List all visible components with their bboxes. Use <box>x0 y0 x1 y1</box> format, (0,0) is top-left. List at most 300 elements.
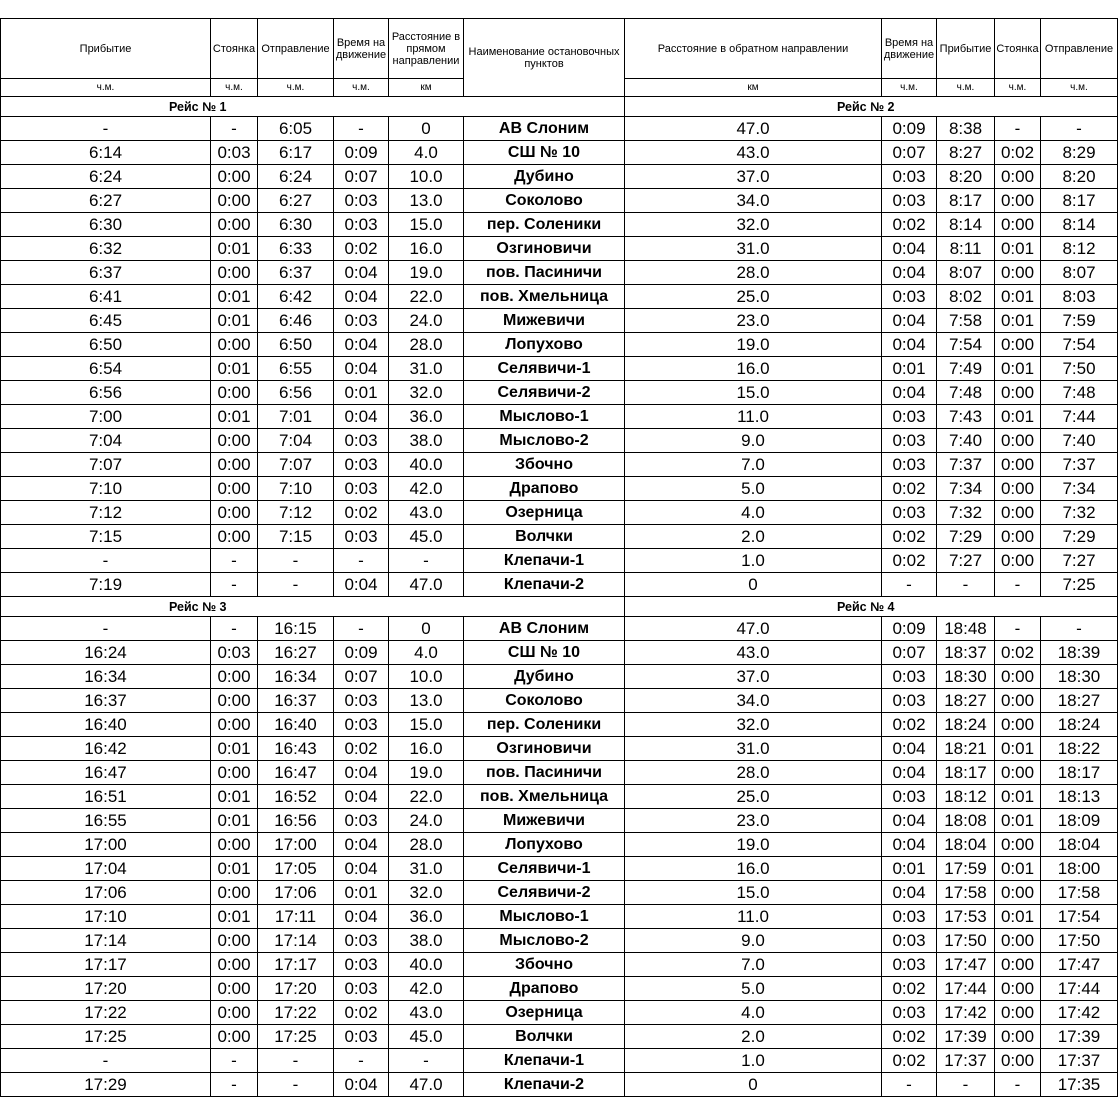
cell-travel-time: 0:03 <box>334 713 389 737</box>
cell-departure: - <box>258 1073 334 1097</box>
cell-distance-back: 19.0 <box>625 833 882 857</box>
header-row <box>1 19 1118 79</box>
cell-distance-forward: 13.0 <box>389 689 464 713</box>
cell-distance-forward: 32.0 <box>389 381 464 405</box>
table-row <box>1 1001 1118 1025</box>
cell-travel-time: 0:03 <box>334 453 389 477</box>
cell-distance-back: 23.0 <box>625 309 882 333</box>
cell-stop-time: 0:01 <box>211 357 258 381</box>
cell-departure: 7:07 <box>258 453 334 477</box>
cell-arrival-back: 18:08 <box>937 809 995 833</box>
col-header-stop-back: Стоянка <box>995 19 1041 79</box>
cell-distance-back: 34.0 <box>625 189 882 213</box>
cell-travel-time: 0:03 <box>334 953 389 977</box>
cell-stop-time-back: 0:00 <box>995 381 1041 405</box>
cell-distance-back: 37.0 <box>625 165 882 189</box>
col-header-distance-forward: Расстояние в прямом направлении <box>389 19 464 79</box>
cell-arrival-back: 17:42 <box>937 1001 995 1025</box>
cell-departure: 6:24 <box>258 165 334 189</box>
cell-distance-forward: 10.0 <box>389 165 464 189</box>
cell-departure-back: 8:20 <box>1041 165 1118 189</box>
cell-travel-time-back: 0:03 <box>882 501 937 525</box>
cell-travel-time: - <box>334 117 389 141</box>
cell-departure-back: 7:54 <box>1041 333 1118 357</box>
cell-travel-time-back: 0:03 <box>882 1001 937 1025</box>
cell-travel-time-back: 0:03 <box>882 905 937 929</box>
cell-stop-name: Озгиновичи <box>464 737 625 761</box>
cell-departure: 6:42 <box>258 285 334 309</box>
cell-distance-back: 25.0 <box>625 785 882 809</box>
cell-distance-back: 32.0 <box>625 713 882 737</box>
table-row <box>1 905 1118 929</box>
cell-stop-time: - <box>211 573 258 597</box>
cell-travel-time: 0:03 <box>334 525 389 549</box>
cell-stop-time: 0:00 <box>211 213 258 237</box>
cell-departure: 6:37 <box>258 261 334 285</box>
cell-arrival-back: 17:59 <box>937 857 995 881</box>
cell-stop-time: - <box>211 1049 258 1073</box>
cell-travel-time-back: 0:04 <box>882 833 937 857</box>
cell-arrival-back: 7:40 <box>937 429 995 453</box>
cell-stop-time-back: 0:00 <box>995 761 1041 785</box>
cell-stop-time: 0:00 <box>211 429 258 453</box>
cell-stop-time: 0:01 <box>211 309 258 333</box>
cell-departure: 16:56 <box>258 809 334 833</box>
cell-stop-name: Мижевичи <box>464 809 625 833</box>
cell-travel-time-back: 0:04 <box>882 881 937 905</box>
cell-arrival: 16:55 <box>1 809 211 833</box>
cell-departure: 17:17 <box>258 953 334 977</box>
cell-travel-time-back: 0:02 <box>882 977 937 1001</box>
cell-travel-time-back: 0:02 <box>882 477 937 501</box>
cell-arrival: 17:10 <box>1 905 211 929</box>
table-row <box>1 833 1118 857</box>
cell-departure-back: 8:14 <box>1041 213 1118 237</box>
cell-departure-back: 18:22 <box>1041 737 1118 761</box>
cell-travel-time: 0:01 <box>334 881 389 905</box>
cell-distance-back: 2.0 <box>625 1025 882 1049</box>
cell-stop-time-back: 0:01 <box>995 357 1041 381</box>
cell-stop-time-back: 0:00 <box>995 525 1041 549</box>
cell-departure-back: 8:07 <box>1041 261 1118 285</box>
cell-departure-back: 17:47 <box>1041 953 1118 977</box>
cell-stop-time: - <box>211 117 258 141</box>
cell-travel-time-back: 0:03 <box>882 189 937 213</box>
cell-arrival: - <box>1 1049 211 1073</box>
cell-departure: 16:47 <box>258 761 334 785</box>
cell-departure: 16:43 <box>258 737 334 761</box>
schedule-table <box>0 18 1118 1097</box>
cell-distance-forward: 19.0 <box>389 761 464 785</box>
cell-stop-time: 0:01 <box>211 857 258 881</box>
cell-travel-time: 0:03 <box>334 429 389 453</box>
cell-arrival-back: 18:04 <box>937 833 995 857</box>
cell-distance-forward: 45.0 <box>389 1025 464 1049</box>
table-row <box>1 477 1118 501</box>
cell-travel-time: 0:07 <box>334 165 389 189</box>
cell-stop-time-back: 0:00 <box>995 189 1041 213</box>
cell-travel-time-back: 0:01 <box>882 357 937 381</box>
cell-travel-time: 0:03 <box>334 189 389 213</box>
cell-stop-name: пер. Соленики <box>464 213 625 237</box>
cell-departure-back: 17:54 <box>1041 905 1118 929</box>
cell-stop-name: Селявичи-2 <box>464 381 625 405</box>
cell-stop-time: 0:00 <box>211 881 258 905</box>
cell-departure-back: - <box>1041 117 1118 141</box>
cell-stop-name: Селявичи-1 <box>464 357 625 381</box>
cell-distance-back: 15.0 <box>625 881 882 905</box>
cell-departure-back: 18:13 <box>1041 785 1118 809</box>
cell-travel-time: - <box>334 617 389 641</box>
cell-stop-time: 0:01 <box>211 237 258 261</box>
cell-travel-time: 0:04 <box>334 357 389 381</box>
cell-distance-back: 31.0 <box>625 237 882 261</box>
cell-arrival: 6:37 <box>1 261 211 285</box>
cell-distance-back: 28.0 <box>625 261 882 285</box>
cell-stop-time-back: 0:01 <box>995 785 1041 809</box>
cell-stop-time-back: 0:01 <box>995 309 1041 333</box>
cell-departure: - <box>258 549 334 573</box>
cell-departure-back: 17:35 <box>1041 1073 1118 1097</box>
cell-arrival: 17:04 <box>1 857 211 881</box>
cell-departure-back: 7:34 <box>1041 477 1118 501</box>
cell-stop-time: 0:00 <box>211 665 258 689</box>
cell-departure: - <box>258 1049 334 1073</box>
cell-distance-forward: 45.0 <box>389 525 464 549</box>
cell-departure: 17:00 <box>258 833 334 857</box>
cell-stop-time: 0:00 <box>211 261 258 285</box>
cell-travel-time-back: 0:07 <box>882 141 937 165</box>
cell-distance-back: 16.0 <box>625 357 882 381</box>
cell-stop-name: Мыслово-2 <box>464 429 625 453</box>
cell-departure: 17:05 <box>258 857 334 881</box>
cell-distance-forward: 24.0 <box>389 809 464 833</box>
cell-arrival: 6:24 <box>1 165 211 189</box>
cell-travel-time: 0:04 <box>334 785 389 809</box>
cell-distance-forward: 0 <box>389 617 464 641</box>
cell-arrival-back: 8:27 <box>937 141 995 165</box>
cell-stop-time: 0:00 <box>211 761 258 785</box>
cell-stop-time: 0:00 <box>211 953 258 977</box>
cell-travel-time: 0:04 <box>334 761 389 785</box>
cell-stop-name: Лопухово <box>464 833 625 857</box>
unit-distance-back: км <box>625 79 882 97</box>
cell-stop-time-back: 0:00 <box>995 833 1041 857</box>
cell-arrival: 16:42 <box>1 737 211 761</box>
trip-title-back: Рейс № 4 <box>625 597 1118 617</box>
col-header-travel-time-back: Время на движение <box>882 19 937 79</box>
cell-arrival-back: 7:54 <box>937 333 995 357</box>
cell-arrival-back: 7:32 <box>937 501 995 525</box>
cell-stop-time: 0:00 <box>211 501 258 525</box>
cell-stop-name: СШ № 10 <box>464 141 625 165</box>
cell-stop-time-back: 0:00 <box>995 453 1041 477</box>
cell-departure: 17:06 <box>258 881 334 905</box>
cell-departure: 6:30 <box>258 213 334 237</box>
col-header-distance-back: Расстояние в обратном направлении <box>625 19 882 79</box>
table-row <box>1 405 1118 429</box>
cell-distance-forward: 40.0 <box>389 953 464 977</box>
cell-stop-time: - <box>211 1073 258 1097</box>
table-row <box>1 809 1118 833</box>
cell-travel-time: 0:01 <box>334 381 389 405</box>
table-row <box>1 617 1118 641</box>
cell-stop-time-back: 0:01 <box>995 857 1041 881</box>
cell-travel-time-back: 0:03 <box>882 429 937 453</box>
cell-departure-back: 8:29 <box>1041 141 1118 165</box>
cell-arrival: 6:32 <box>1 237 211 261</box>
cell-travel-time: - <box>334 1049 389 1073</box>
cell-travel-time-back: 0:03 <box>882 953 937 977</box>
cell-distance-forward: 40.0 <box>389 453 464 477</box>
cell-travel-time-back: 0:04 <box>882 309 937 333</box>
cell-travel-time: 0:03 <box>334 477 389 501</box>
cell-stop-name: Селявичи-1 <box>464 857 625 881</box>
cell-stop-time-back: 0:00 <box>995 953 1041 977</box>
cell-travel-time-back: 0:03 <box>882 453 937 477</box>
cell-distance-back: 43.0 <box>625 641 882 665</box>
cell-arrival-back: 8:11 <box>937 237 995 261</box>
cell-distance-back: 47.0 <box>625 617 882 641</box>
cell-arrival: 16:34 <box>1 665 211 689</box>
cell-distance-back: 0 <box>625 1073 882 1097</box>
cell-stop-name: Клепачи-2 <box>464 573 625 597</box>
cell-departure: 16:37 <box>258 689 334 713</box>
cell-arrival-back: 18:27 <box>937 689 995 713</box>
cell-travel-time-back: 0:04 <box>882 261 937 285</box>
cell-arrival: 6:27 <box>1 189 211 213</box>
cell-distance-back: 5.0 <box>625 477 882 501</box>
cell-distance-back: 7.0 <box>625 953 882 977</box>
cell-travel-time-back: 0:02 <box>882 1049 937 1073</box>
cell-departure: 6:27 <box>258 189 334 213</box>
table-row <box>1 1049 1118 1073</box>
cell-travel-time: 0:04 <box>334 905 389 929</box>
cell-departure-back: 18:39 <box>1041 641 1118 665</box>
unit-stop-back: ч.м. <box>995 79 1041 97</box>
cell-arrival: 7:04 <box>1 429 211 453</box>
cell-travel-time-back: 0:04 <box>882 237 937 261</box>
cell-arrival: 16:40 <box>1 713 211 737</box>
cell-arrival: 17:25 <box>1 1025 211 1049</box>
cell-travel-time: 0:03 <box>334 929 389 953</box>
cell-departure-back: 8:03 <box>1041 285 1118 309</box>
cell-travel-time: 0:03 <box>334 309 389 333</box>
cell-distance-back: 16.0 <box>625 857 882 881</box>
cell-departure: 6:55 <box>258 357 334 381</box>
table-row <box>1 1073 1118 1097</box>
cell-distance-back: 5.0 <box>625 977 882 1001</box>
cell-stop-name: АВ Слоним <box>464 117 625 141</box>
cell-stop-name: пов. Пасиничи <box>464 761 625 785</box>
cell-departure-back: 18:09 <box>1041 809 1118 833</box>
cell-travel-time: 0:03 <box>334 1025 389 1049</box>
cell-stop-time: 0:00 <box>211 525 258 549</box>
cell-stop-time: 0:01 <box>211 285 258 309</box>
cell-arrival: 17:00 <box>1 833 211 857</box>
table-row <box>1 641 1118 665</box>
table-row <box>1 357 1118 381</box>
cell-travel-time: 0:03 <box>334 689 389 713</box>
cell-travel-time: 0:09 <box>334 641 389 665</box>
cell-travel-time-back: 0:03 <box>882 785 937 809</box>
cell-stop-name: Клепачи-1 <box>464 549 625 573</box>
cell-arrival: 6:50 <box>1 333 211 357</box>
cell-stop-time-back: 0:00 <box>995 1001 1041 1025</box>
cell-travel-time: 0:03 <box>334 977 389 1001</box>
cell-stop-time: 0:01 <box>211 737 258 761</box>
cell-arrival-back: 7:49 <box>937 357 995 381</box>
cell-stop-time: 0:01 <box>211 785 258 809</box>
cell-departure-back: 7:29 <box>1041 525 1118 549</box>
unit-arrival: ч.м. <box>1 79 211 97</box>
cell-arrival-back: 8:07 <box>937 261 995 285</box>
cell-arrival: 16:51 <box>1 785 211 809</box>
cell-stop-time: 0:01 <box>211 809 258 833</box>
cell-stop-time-back: 0:01 <box>995 905 1041 929</box>
cell-stop-time-back: 0:00 <box>995 501 1041 525</box>
cell-arrival-back: 17:37 <box>937 1049 995 1073</box>
cell-arrival: - <box>1 117 211 141</box>
cell-travel-time: 0:02 <box>334 737 389 761</box>
cell-departure: 6:17 <box>258 141 334 165</box>
cell-arrival-back: 17:47 <box>937 953 995 977</box>
cell-distance-forward: 22.0 <box>389 285 464 309</box>
trip-title-forward: Рейс № 3 <box>1 597 625 617</box>
cell-departure: 17:11 <box>258 905 334 929</box>
cell-distance-forward: 47.0 <box>389 1073 464 1097</box>
cell-departure-back: 7:40 <box>1041 429 1118 453</box>
cell-stop-time: 0:00 <box>211 713 258 737</box>
cell-departure: 17:20 <box>258 977 334 1001</box>
cell-arrival-back: 18:21 <box>937 737 995 761</box>
cell-arrival-back: 18:37 <box>937 641 995 665</box>
cell-travel-time: 0:03 <box>334 809 389 833</box>
cell-arrival: 6:41 <box>1 285 211 309</box>
cell-stop-name: Мижевичи <box>464 309 625 333</box>
cell-departure: 17:25 <box>258 1025 334 1049</box>
table-row <box>1 737 1118 761</box>
table-row <box>1 333 1118 357</box>
cell-arrival-back: 8:02 <box>937 285 995 309</box>
cell-travel-time-back: 0:03 <box>882 165 937 189</box>
cell-stop-time-back: 0:00 <box>995 929 1041 953</box>
cell-distance-forward: 0 <box>389 117 464 141</box>
cell-stop-time-back: 0:00 <box>995 165 1041 189</box>
cell-arrival: 6:54 <box>1 357 211 381</box>
trip-title-forward: Рейс № 1 <box>1 97 625 117</box>
cell-distance-forward: 42.0 <box>389 477 464 501</box>
col-header-stop: Стоянка <box>211 19 258 79</box>
cell-arrival-back: 8:38 <box>937 117 995 141</box>
cell-stop-name: Волчки <box>464 525 625 549</box>
table-row <box>1 573 1118 597</box>
cell-distance-back: 9.0 <box>625 429 882 453</box>
cell-travel-time: 0:02 <box>334 1001 389 1025</box>
cell-arrival-back: 7:29 <box>937 525 995 549</box>
cell-departure-back: 17:42 <box>1041 1001 1118 1025</box>
cell-arrival-back: - <box>937 573 995 597</box>
cell-arrival: 17:20 <box>1 977 211 1001</box>
cell-arrival: 6:56 <box>1 381 211 405</box>
cell-arrival-back: 7:27 <box>937 549 995 573</box>
cell-arrival: 7:19 <box>1 573 211 597</box>
cell-departure: 7:10 <box>258 477 334 501</box>
cell-stop-time-back: 0:00 <box>995 881 1041 905</box>
cell-departure: 17:22 <box>258 1001 334 1025</box>
cell-arrival: 7:00 <box>1 405 211 429</box>
cell-travel-time: 0:04 <box>334 261 389 285</box>
cell-arrival-back: 18:12 <box>937 785 995 809</box>
cell-travel-time: 0:04 <box>334 333 389 357</box>
cell-departure: 6:56 <box>258 381 334 405</box>
cell-arrival: 17:06 <box>1 881 211 905</box>
cell-distance-forward: 43.0 <box>389 501 464 525</box>
cell-arrival: 7:12 <box>1 501 211 525</box>
cell-distance-back: 4.0 <box>625 501 882 525</box>
cell-stop-time-back: - <box>995 1073 1041 1097</box>
cell-stop-time-back: 0:00 <box>995 1025 1041 1049</box>
cell-departure: 7:12 <box>258 501 334 525</box>
cell-distance-forward: 36.0 <box>389 905 464 929</box>
cell-distance-back: 2.0 <box>625 525 882 549</box>
cell-distance-forward: 31.0 <box>389 357 464 381</box>
cell-stop-name: пов. Хмельница <box>464 785 625 809</box>
cell-arrival-back: 17:50 <box>937 929 995 953</box>
cell-arrival-back: - <box>937 1073 995 1097</box>
cell-stop-name: Соколово <box>464 189 625 213</box>
cell-stop-name: Дубино <box>464 665 625 689</box>
table-row <box>1 117 1118 141</box>
cell-distance-back: 43.0 <box>625 141 882 165</box>
cell-distance-forward: 47.0 <box>389 573 464 597</box>
cell-distance-back: 1.0 <box>625 1049 882 1073</box>
cell-arrival-back: 7:34 <box>937 477 995 501</box>
cell-distance-forward: 31.0 <box>389 857 464 881</box>
cell-travel-time: 0:02 <box>334 501 389 525</box>
cell-distance-back: 11.0 <box>625 405 882 429</box>
unit-stop: ч.м. <box>211 79 258 97</box>
cell-travel-time-back: 0:02 <box>882 713 937 737</box>
table-row <box>1 929 1118 953</box>
cell-arrival-back: 18:30 <box>937 665 995 689</box>
cell-stop-time: 0:00 <box>211 165 258 189</box>
table-row <box>1 977 1118 1001</box>
cell-departure-back: 18:30 <box>1041 665 1118 689</box>
cell-arrival: 6:45 <box>1 309 211 333</box>
cell-distance-back: 23.0 <box>625 809 882 833</box>
col-header-departure: Отправление <box>258 19 334 79</box>
unit-departure-back: ч.м. <box>1041 79 1118 97</box>
cell-stop-name: Збочно <box>464 953 625 977</box>
cell-stop-time-back: 0:01 <box>995 737 1041 761</box>
table-row <box>1 761 1118 785</box>
cell-distance-back: 19.0 <box>625 333 882 357</box>
cell-travel-time-back: - <box>882 1073 937 1097</box>
cell-stop-name: пов. Хмельница <box>464 285 625 309</box>
cell-stop-time-back: 0:00 <box>995 213 1041 237</box>
col-header-arrival-back: Прибытие <box>937 19 995 79</box>
cell-arrival-back: 17:44 <box>937 977 995 1001</box>
cell-arrival: 17:22 <box>1 1001 211 1025</box>
cell-stop-name: СШ № 10 <box>464 641 625 665</box>
cell-stop-time-back: 0:01 <box>995 809 1041 833</box>
cell-stop-name: Озгиновичи <box>464 237 625 261</box>
cell-stop-time: - <box>211 617 258 641</box>
trip-title-back: Рейс № 2 <box>625 97 1118 117</box>
cell-departure: 16:52 <box>258 785 334 809</box>
cell-arrival-back: 18:24 <box>937 713 995 737</box>
